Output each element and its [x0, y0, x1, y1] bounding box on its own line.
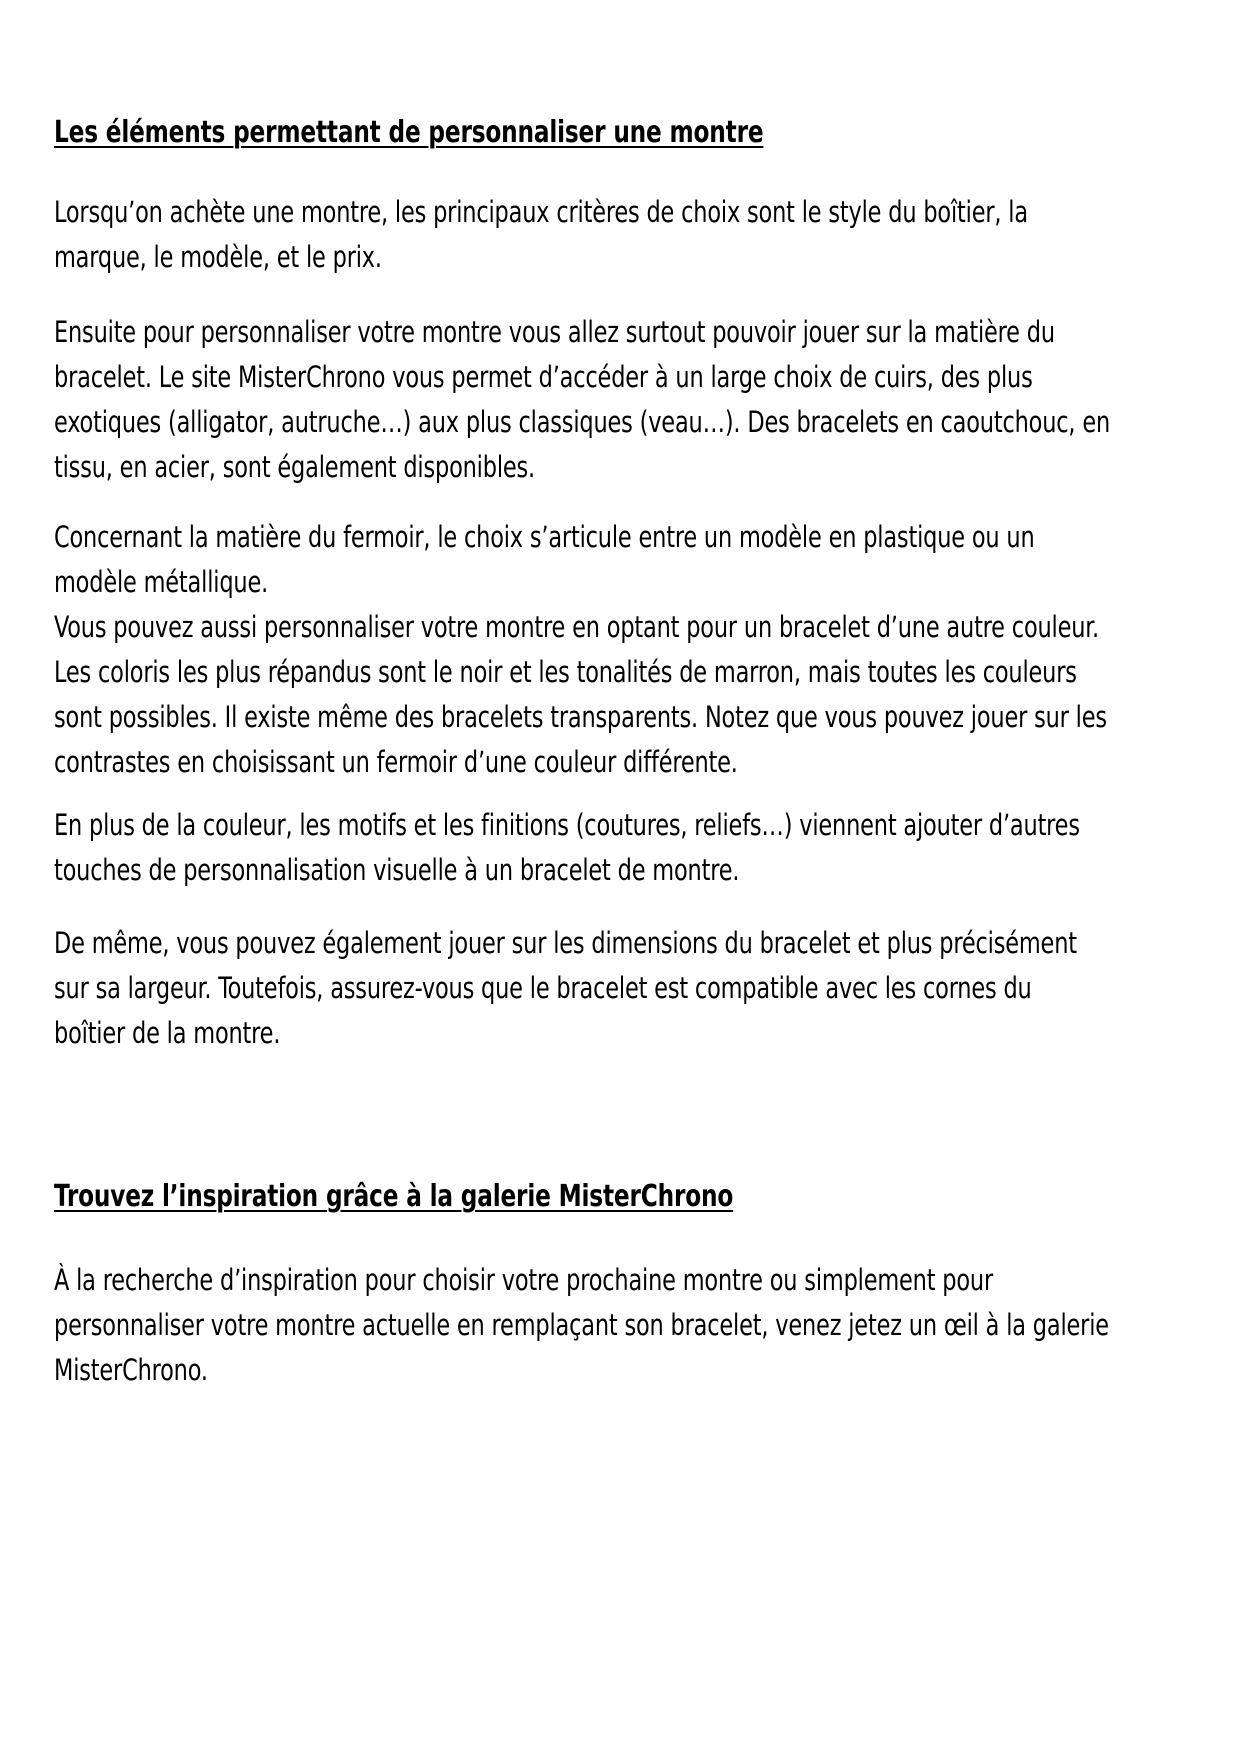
paragraph-motifs-finitions	[54, 803, 1080, 893]
paragraph-fermoir-couleur	[54, 515, 1107, 785]
paragraph-line: sont possibles. Il existe même des bracelets transparents. Notez que vous pouvez jouer sur les	[54, 700, 1107, 734]
paragraph-line: sur sa largeur. Toutefois, assurez-vous que le bracelet est compatible avec les cornes du	[54, 971, 1032, 1005]
paragraph-line: contrastes en choisissant un fermoir d’une couleur différente.	[54, 745, 738, 779]
paragraph-line: marque, le modèle, et le prix.	[54, 240, 382, 274]
paragraph-line: En plus de la couleur, les motifs et les finitions (coutures, reliefs…) viennent ajouter d’autres	[54, 808, 1080, 842]
paragraph-line: modèle métallique.	[54, 565, 269, 599]
paragraph-line: Lorsqu’on achète une montre, les principaux critères de choix sont le style du boîtier, la	[54, 195, 1028, 229]
section-heading-personnalisation: Les éléments permettant de personnaliser une montre	[54, 115, 764, 150]
section-heading-galerie: Trouvez l’inspiration grâce à la galerie MisterChrono	[54, 1179, 734, 1214]
paragraph-line: Les coloris les plus répandus sont le noir et les tonalités de marron, mais toutes les couleurs	[54, 655, 1077, 689]
paragraph-dimensions	[54, 921, 1077, 1056]
paragraph-matiere-bracelet	[54, 310, 1111, 490]
paragraph-line: boîtier de la montre.	[54, 1016, 281, 1050]
paragraph-line: bracelet. Le site MisterChrono vous permet d’accéder à un large choix de cuirs, des plus	[54, 360, 1033, 394]
paragraph-line: MisterChrono.	[54, 1353, 208, 1387]
paragraph-line: exotiques (alligator, autruche…) aux plus classiques (veau…). Des bracelets en caoutchouc, en	[54, 405, 1111, 439]
paragraph-line: personnaliser votre montre actuelle en remplaçant son bracelet, venez jetez un œil à la galerie	[54, 1308, 1109, 1342]
paragraph-criteres	[54, 190, 1043, 280]
paragraph-galerie	[54, 1258, 1109, 1393]
paragraph-line: Concernant la matière du fermoir, le choix s’articule entre un modèle en plastique ou un	[54, 520, 1035, 554]
paragraph-line: touches de personnalisation visuelle à un bracelet de montre.	[54, 853, 740, 887]
paragraph-line: tissu, en acier, sont également disponibles.	[54, 450, 535, 484]
paragraph-line: Ensuite pour personnaliser votre montre vous allez surtout pouvoir jouer sur la matière du	[54, 315, 1055, 349]
paragraph-line: Vous pouvez aussi personnaliser votre montre en optant pour un bracelet d’une autre couleur.	[54, 610, 1100, 644]
paragraph-line: De même, vous pouvez également jouer sur les dimensions du bracelet et plus précisément	[54, 926, 1077, 960]
paragraph-line: À la recherche d’inspiration pour choisir votre prochaine montre ou simplement pour	[54, 1263, 994, 1297]
